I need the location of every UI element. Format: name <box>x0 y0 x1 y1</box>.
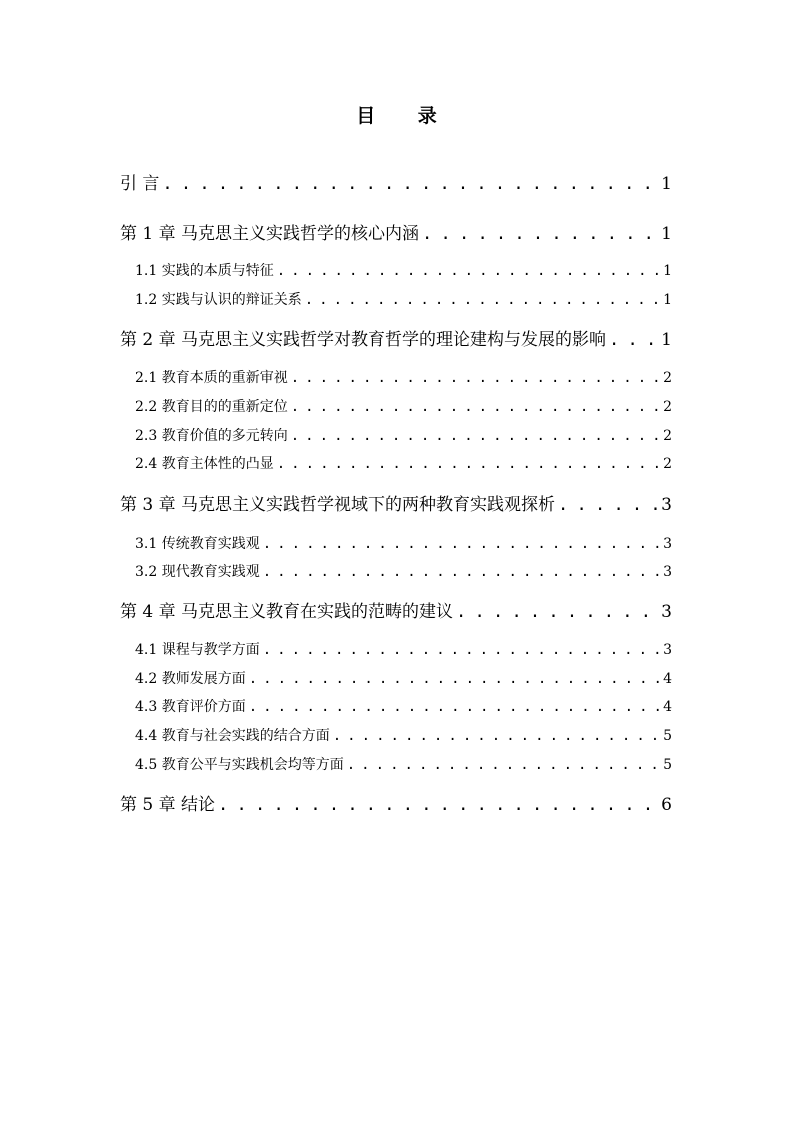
toc-entry-label: 引 言 <box>120 174 160 194</box>
toc-entry-label: 2.4 教育主体性的凸显 <box>135 456 274 472</box>
toc-leader-dots <box>246 668 662 690</box>
toc-leader-dots <box>330 725 662 747</box>
toc-entry-page: 4 <box>663 699 672 715</box>
toc-entry-label: 4.4 教育与社会实践的结合方面 <box>135 728 330 744</box>
toc-entry-page: 1 <box>661 330 672 350</box>
toc-entry-label: 1.2 实践与认识的辩证关系 <box>135 292 302 308</box>
toc-leader-dots <box>288 396 662 418</box>
toc-leader-dots <box>453 598 661 626</box>
toc-leader-dots <box>555 491 661 519</box>
toc-entry-label: 2.2 教育目的的重新定位 <box>135 399 288 415</box>
toc-entry-page: 3 <box>663 536 672 552</box>
toc-entry-page: 5 <box>663 757 672 773</box>
toc-entry-page: 3 <box>663 564 672 580</box>
toc-entry-section-4-1[interactable] <box>135 639 672 661</box>
toc-entry-label: 第 3 章 马克思主义实践哲学视域下的两种教育实践观探析 <box>120 495 556 515</box>
toc-entry-section-4-3[interactable] <box>135 696 672 718</box>
toc-leader-dots <box>246 696 662 718</box>
toc-leader-dots <box>159 170 661 198</box>
toc-leader-dots <box>260 639 662 661</box>
toc-entry-page: 2 <box>663 399 672 415</box>
toc-entry-page: 3 <box>661 602 672 622</box>
toc-entry-section-2-3[interactable] <box>135 425 672 447</box>
toc-leader-dots <box>288 367 662 389</box>
toc-entry-page: 4 <box>663 671 672 687</box>
toc-entry-page: 2 <box>663 428 672 444</box>
toc-entry-intro[interactable] <box>120 170 672 198</box>
toc-entry-chapter-5[interactable] <box>120 791 672 819</box>
toc-entry-chapter-4[interactable] <box>120 598 672 626</box>
toc-entry-label: 第 2 章 马克思主义实践哲学对教育哲学的理论建构与发展的影响 <box>120 330 607 350</box>
toc-entry-section-4-5[interactable] <box>135 754 672 776</box>
toc-entry-label: 4.5 教育公平与实践机会均等方面 <box>135 757 344 773</box>
toc-entry-section-2-4[interactable] <box>135 453 672 475</box>
toc-entry-label: 第 1 章 马克思主义实践哲学的核心内涵 <box>120 224 420 244</box>
toc-entry-label: 第 4 章 马克思主义教育在实践的范畴的建议 <box>120 602 454 622</box>
toc-entry-chapter-1[interactable] <box>120 220 672 248</box>
toc-entry-chapter-3[interactable] <box>120 491 672 519</box>
toc-leader-dots <box>419 220 661 248</box>
toc-entry-label: 4.2 教师发展方面 <box>135 671 246 687</box>
toc-entry-page: 3 <box>663 642 672 658</box>
toc-leader-dots <box>302 289 662 311</box>
toc-entry-label: 4.3 教育评价方面 <box>135 699 246 715</box>
toc-entry-section-4-2[interactable] <box>135 668 672 690</box>
toc-entry-chapter-2[interactable] <box>120 326 672 354</box>
toc-leader-dots <box>274 453 662 475</box>
toc-entry-page: 6 <box>661 795 672 815</box>
toc-entry-section-3-2[interactable] <box>135 561 672 583</box>
toc-leader-dots <box>215 791 661 819</box>
toc-entry-page: 1 <box>663 263 672 279</box>
toc-entry-section-1-1[interactable] <box>135 260 672 282</box>
toc-leader-dots <box>606 326 661 354</box>
toc-entry-page: 5 <box>663 728 672 744</box>
toc-entry-label: 3.1 传统教育实践观 <box>135 536 260 552</box>
toc-entry-page: 1 <box>661 174 672 194</box>
toc-entry-label: 第 5 章 结论 <box>120 795 216 815</box>
toc-leader-dots <box>288 425 662 447</box>
toc-entry-section-3-1[interactable] <box>135 533 672 555</box>
toc-entry-label: 2.1 教育本质的重新审视 <box>135 370 288 386</box>
toc-entry-section-2-1[interactable] <box>135 367 672 389</box>
toc-entry-section-2-2[interactable] <box>135 396 672 418</box>
toc-entry-label: 3.2 现代教育实践观 <box>135 564 260 580</box>
toc-entry-label: 2.3 教育价值的多元转向 <box>135 428 288 444</box>
toc-leader-dots <box>274 260 662 282</box>
toc-title: 目 录 <box>356 105 455 127</box>
toc-entry-page: 2 <box>663 456 672 472</box>
toc-entry-page: 3 <box>661 495 672 515</box>
toc-entry-section-4-4[interactable] <box>135 725 672 747</box>
toc-entry-section-1-2[interactable] <box>135 289 672 311</box>
toc-entry-page: 1 <box>663 292 672 308</box>
toc-entry-label: 4.1 课程与教学方面 <box>135 642 260 658</box>
toc-entry-page: 1 <box>661 224 672 244</box>
toc-leader-dots <box>260 533 662 555</box>
toc-leader-dots <box>344 754 662 776</box>
toc-entry-page: 2 <box>663 370 672 386</box>
toc-entry-label: 1.1 实践的本质与特征 <box>135 263 274 279</box>
toc-leader-dots <box>260 561 662 583</box>
